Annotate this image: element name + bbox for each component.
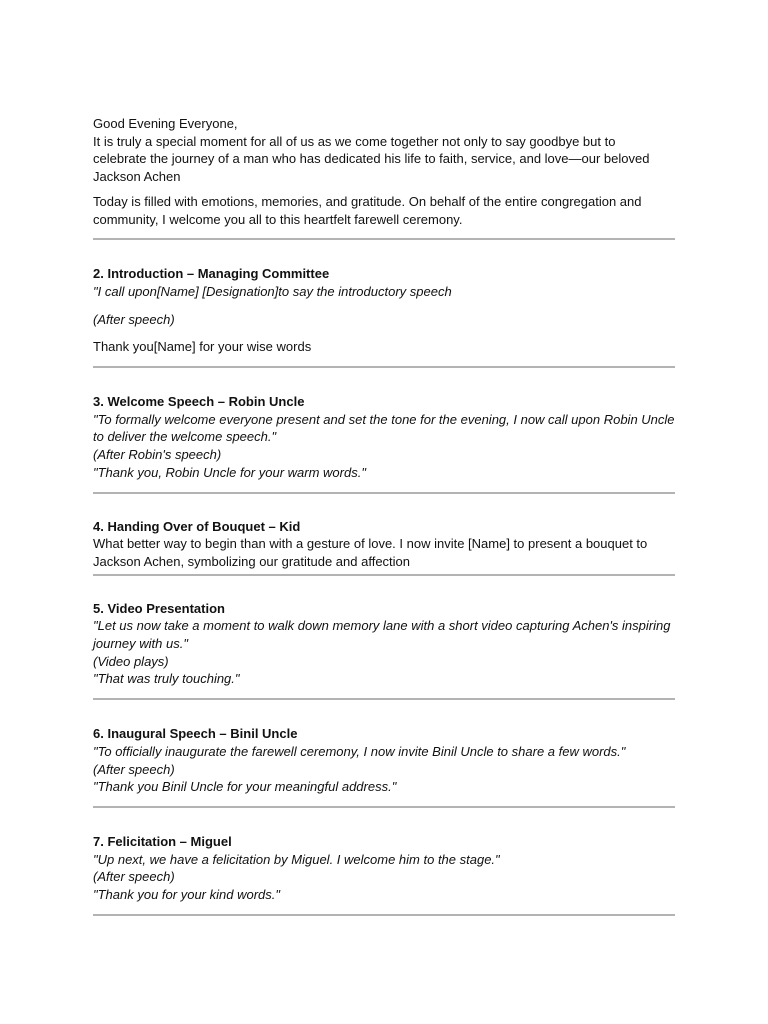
- section-quote-line: to deliver the welcome speech.": [93, 429, 277, 445]
- section-after-note: (Video plays): [93, 653, 169, 669]
- section-thanks: Thank you[Name] for your wise words: [93, 339, 312, 355]
- document-page: [93, 115, 675, 916]
- section-quote-line: journey with us.": [93, 636, 188, 652]
- intro-paragraph-line: Jackson Achen: [93, 169, 181, 185]
- section-quote: "I call upon[Name] [Designation]to say the introductory speech: [93, 283, 452, 299]
- section-title-welcome-speech: 3. Welcome Speech – Robin Uncle: [93, 394, 305, 410]
- section-title-bouquet: 4. Handing Over of Bouquet – Kid: [93, 518, 301, 534]
- section-thanks: "Thank you for your kind words.": [93, 887, 280, 903]
- section-text-line: What better way to begin than with a gesture of love. I now invite [Name] to present a bouquet to: [93, 536, 648, 552]
- section-title-inaugural-speech: 6. Inaugural Speech – Binil Uncle: [93, 726, 298, 742]
- section-text-line: Jackson Achen, symbolizing our gratitude and affection: [93, 553, 411, 569]
- intro-paragraph-line: It is truly a special moment for all of us as we come together not only to say goodbye but to: [93, 133, 616, 149]
- section-after-note: (After speech): [93, 869, 175, 885]
- section-quote: "Up next, we have a felicitation by Miguel. I welcome him to the stage.": [93, 851, 500, 867]
- section-title-felicitation: 7. Felicitation – Miguel: [93, 833, 232, 849]
- section-quote-line: "To formally welcome everyone present and set the tone for the evening, I now call upon Robin Uncle: [93, 411, 675, 427]
- section-divider: [93, 914, 675, 916]
- welcome-paragraph-line: community, I welcome you all to this heartfelt farewell ceremony.: [93, 211, 463, 227]
- section-quote-line: "Let us now take a moment to walk down memory lane with a short video capturing Achen's inspiring: [93, 618, 671, 634]
- welcome-paragraph-line: Today is filled with emotions, memories, and gratitude. On behalf of the entire congregation and: [93, 193, 642, 209]
- section-after-note: (After Robin's speech): [93, 447, 222, 463]
- greeting: Good Evening Everyone,: [93, 116, 238, 131]
- section-thanks: "Thank you, Robin Uncle for your warm words.": [93, 464, 366, 480]
- intro-paragraph-line: celebrate the journey of a man who has dedicated his life to faith, service, and love—our beloved: [93, 151, 650, 167]
- section-thanks: "That was truly touching.": [93, 671, 240, 687]
- section-title-video: 5. Video Presentation: [93, 600, 225, 616]
- section-title-introduction: 2. Introduction – Managing Committee: [93, 266, 330, 282]
- section-quote: "To officially inaugurate the farewell ceremony, I now invite Binil Uncle to share a few words.": [93, 743, 626, 759]
- section-thanks: "Thank you Binil Uncle for your meaningful address.": [93, 779, 397, 795]
- section-after-note: (After speech): [93, 761, 175, 777]
- section-after-note: (After speech): [93, 311, 175, 327]
